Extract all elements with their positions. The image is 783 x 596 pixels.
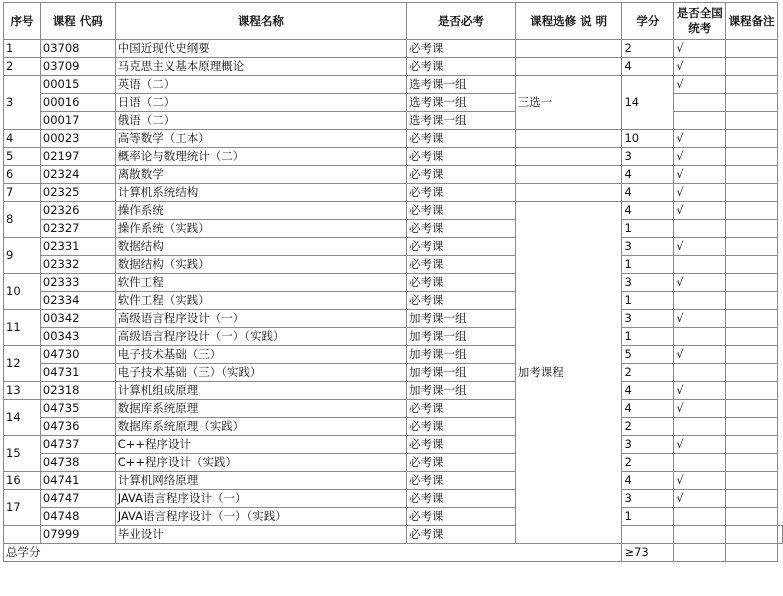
cell-name: 软件工程（实践）: [115, 292, 406, 310]
header-name: 课程名称: [115, 3, 406, 40]
cell-no: 7: [4, 184, 41, 202]
cell-code: 04741: [40, 472, 115, 490]
cell-national: [674, 364, 726, 382]
cell-credit: 4: [622, 472, 674, 490]
cell-code: 00015: [40, 76, 115, 94]
cell-code: 07999: [40, 526, 115, 544]
cell-credit: 2: [622, 454, 674, 472]
cell-remark: [726, 256, 778, 274]
cell-required: 必考课: [407, 40, 516, 58]
table-row: [4, 292, 783, 310]
cell-required: 必考课: [407, 238, 516, 256]
table-row: [4, 454, 783, 472]
cell-remark: [726, 310, 778, 328]
cell-no: 2: [4, 58, 41, 76]
cell-credit: 4: [622, 166, 674, 184]
cell-required: 必考课: [407, 256, 516, 274]
cell-no: 11: [4, 310, 41, 346]
cell-no: 1: [4, 40, 41, 58]
cell-code: 00017: [40, 112, 115, 130]
cell-code: 04731: [40, 364, 115, 382]
cell-note: [622, 526, 674, 544]
total-credit: ≥73: [622, 544, 674, 562]
cell-national: [674, 220, 726, 238]
cell-no: 5: [4, 148, 41, 166]
table-row: [4, 526, 783, 544]
cell-name: 高等数学（工本）: [115, 130, 406, 148]
table-row: [4, 472, 783, 490]
table-row: [4, 166, 783, 184]
cell-remark: [726, 130, 778, 148]
cell-national: [674, 292, 726, 310]
cell-credit: 3: [622, 238, 674, 256]
cell-no: 4: [4, 130, 41, 148]
table-row: [4, 400, 783, 418]
table-row: [4, 364, 783, 382]
cell-note: [515, 58, 622, 76]
cell-no: 12: [4, 346, 41, 382]
cell-code: 02331: [40, 238, 115, 256]
cell-note-additional-courses: 加考课程: [515, 202, 622, 544]
cell-no: 13: [4, 382, 41, 400]
cell-remark: [726, 454, 778, 472]
cell-note: [515, 166, 622, 184]
cell-name: 数据结构: [115, 238, 406, 256]
cell-national: [674, 256, 726, 274]
cell-name: 概率论与数理统计（二）: [115, 148, 406, 166]
cell-remark: [726, 112, 778, 130]
cell-required: 必考课: [407, 418, 516, 436]
cell-credit: 3: [622, 148, 674, 166]
cell-credit: 3: [622, 310, 674, 328]
header-code: 课程 代码: [40, 3, 115, 40]
cell-required: 必考课: [407, 202, 516, 220]
table-row: [4, 418, 783, 436]
cell-name: 马克思主义基本原理概论: [115, 58, 406, 76]
cell-code: 03709: [40, 58, 115, 76]
table-row: [4, 148, 783, 166]
cell-code: 00016: [40, 94, 115, 112]
cell-name: 电子技术基础（三）（实践）: [115, 364, 406, 382]
cell-remark: [726, 508, 778, 526]
cell-national: √: [674, 382, 726, 400]
cell-credit: 3: [622, 490, 674, 508]
cell-no: 15: [4, 436, 41, 472]
cell-national: √: [674, 148, 726, 166]
cell-national: √: [674, 400, 726, 418]
cell-required: 必考课: [407, 454, 516, 472]
cell-required: 必考课: [407, 508, 516, 526]
cell-remark: [726, 328, 778, 346]
cell-credit: 1: [622, 328, 674, 346]
cell-code: 00023: [40, 130, 115, 148]
cell-national: [674, 544, 726, 562]
table-row: [4, 130, 783, 148]
cell-national: [726, 526, 778, 544]
cell-national: √: [674, 346, 726, 364]
header-remark: 课程备注: [726, 3, 778, 40]
table-row: [4, 310, 783, 328]
cell-credit: [674, 526, 726, 544]
cell-code: 02332: [40, 256, 115, 274]
cell-remark: [726, 202, 778, 220]
cell-no: 9: [4, 238, 41, 274]
cell-remark: [726, 436, 778, 454]
cell-required: 加考课一组: [407, 346, 516, 364]
table-row: [4, 220, 783, 238]
cell-required: 必考课: [407, 490, 516, 508]
cell-name: 离散数学: [115, 166, 406, 184]
cell-national: [674, 328, 726, 346]
cell-remark: [726, 184, 778, 202]
total-label: 总学分: [4, 544, 622, 562]
cell-required: 必考课: [407, 148, 516, 166]
cell-name: 数据结构（实践）: [115, 256, 406, 274]
cell-code: 03708: [40, 40, 115, 58]
cell-name: 数据库系统原理: [115, 400, 406, 418]
table-row: [4, 346, 783, 364]
cell-national: √: [674, 166, 726, 184]
cell-national: [674, 112, 726, 130]
cell-name: C++程序设计: [115, 436, 406, 454]
table-row: [4, 58, 783, 76]
cell-credit: 4: [622, 58, 674, 76]
header-elective-note: 课程选修 说 明: [515, 3, 622, 40]
cell-remark: [726, 400, 778, 418]
table-row: [4, 382, 783, 400]
cell-remark: [726, 166, 778, 184]
cell-credit: 2: [622, 40, 674, 58]
cell-code: 02318: [40, 382, 115, 400]
cell-national: [674, 94, 726, 112]
cell-credit: 4: [622, 400, 674, 418]
header-credit: 学分: [622, 3, 674, 40]
cell-credit: 1: [622, 256, 674, 274]
cell-credit: 4: [622, 202, 674, 220]
cell-credit: 4: [622, 184, 674, 202]
cell-required: 选考课一组: [407, 76, 516, 94]
cell-credit: 4: [622, 382, 674, 400]
cell-name: 俄语（二）: [115, 112, 406, 130]
cell-no: 3: [4, 76, 41, 130]
cell-national: √: [674, 310, 726, 328]
cell-credit: 2: [622, 418, 674, 436]
cell-national: √: [674, 184, 726, 202]
cell-remark: [726, 238, 778, 256]
cell-national: √: [674, 436, 726, 454]
table-row: [4, 328, 783, 346]
cell-remark: [726, 418, 778, 436]
table-row: [4, 436, 783, 454]
cell-code: 02325: [40, 184, 115, 202]
course-table-container: [3, 2, 783, 562]
cell-name: 高级语言程序设计（一）（实践）: [115, 328, 406, 346]
cell-code: 02324: [40, 166, 115, 184]
cell-required: 选考课一组: [407, 112, 516, 130]
cell-required: 加考课一组: [407, 328, 516, 346]
cell-national: √: [674, 490, 726, 508]
cell-name: 操作系统（实践）: [115, 220, 406, 238]
cell-code: 04735: [40, 400, 115, 418]
cell-national: √: [674, 40, 726, 58]
cell-remark: [726, 490, 778, 508]
cell-code: 02326: [40, 202, 115, 220]
cell-national: √: [674, 76, 726, 94]
cell-code: 04730: [40, 346, 115, 364]
table-row: [4, 238, 783, 256]
cell-remark: [726, 76, 778, 94]
cell-credit: 1: [622, 292, 674, 310]
cell-name: 计算机网络原理: [115, 472, 406, 490]
cell-code: 02327: [40, 220, 115, 238]
cell-name: 日语（二）: [115, 94, 406, 112]
cell-credit: 3: [622, 436, 674, 454]
course-plan-table: [3, 2, 783, 562]
cell-required: 必考课: [407, 274, 516, 292]
cell-remark: [726, 274, 778, 292]
cell-no: 10: [4, 274, 41, 310]
cell-no: [4, 526, 41, 544]
cell-no: 6: [4, 166, 41, 184]
header-no: 序号: [4, 3, 41, 40]
cell-no: 17: [4, 490, 41, 526]
cell-remark: [726, 220, 778, 238]
cell-note: [515, 148, 622, 166]
cell-required: 必考课: [407, 58, 516, 76]
cell-name: 操作系统: [115, 202, 406, 220]
cell-credit: 3: [622, 274, 674, 292]
cell-remark: [726, 94, 778, 112]
cell-note: [515, 130, 622, 148]
cell-name: 数据库系统原理（实践）: [115, 418, 406, 436]
total-row: [4, 544, 783, 562]
cell-name: 高级语言程序设计（一）: [115, 310, 406, 328]
table-row: [4, 40, 783, 58]
table-row: [4, 490, 783, 508]
cell-name: C++程序设计（实践）: [115, 454, 406, 472]
cell-code: 02197: [40, 148, 115, 166]
cell-remark: [726, 472, 778, 490]
cell-credit: 10: [622, 130, 674, 148]
cell-national: √: [674, 238, 726, 256]
header-row: [4, 3, 783, 40]
table-row: [4, 184, 783, 202]
cell-national: [674, 508, 726, 526]
cell-code: 00343: [40, 328, 115, 346]
cell-code: 02334: [40, 292, 115, 310]
cell-credit: 1: [622, 508, 674, 526]
table-row: [4, 274, 783, 292]
cell-required: 必考课: [407, 220, 516, 238]
table-row: [4, 508, 783, 526]
cell-name: 毕业设计: [115, 526, 406, 544]
cell-remark: [726, 364, 778, 382]
cell-code: 04747: [40, 490, 115, 508]
cell-remark: [726, 58, 778, 76]
cell-national: √: [674, 202, 726, 220]
table-row: [4, 76, 783, 94]
cell-name: JAVA语言程序设计（一）（实践）: [115, 508, 406, 526]
cell-required: 选考课一组: [407, 94, 516, 112]
cell-remark: [726, 40, 778, 58]
cell-required: 加考课一组: [407, 382, 516, 400]
cell-remark: [778, 526, 783, 544]
cell-credit: 1: [622, 220, 674, 238]
cell-national: √: [674, 472, 726, 490]
cell-remark: [726, 544, 778, 562]
cell-note: [515, 40, 622, 58]
cell-code: 00342: [40, 310, 115, 328]
cell-national: [674, 454, 726, 472]
cell-required: 必考课: [407, 472, 516, 490]
table-row: [4, 202, 783, 220]
cell-national: √: [674, 130, 726, 148]
cell-code: 04738: [40, 454, 115, 472]
cell-remark: [726, 346, 778, 364]
cell-required: 必考课: [407, 166, 516, 184]
cell-name: JAVA语言程序设计（一）: [115, 490, 406, 508]
cell-code: 04737: [40, 436, 115, 454]
cell-code: 04748: [40, 508, 115, 526]
cell-note: [515, 184, 622, 202]
cell-no: 14: [4, 400, 41, 436]
cell-required: 必考课: [407, 184, 516, 202]
cell-credit: 14: [622, 76, 674, 130]
cell-required: 必考课: [407, 436, 516, 454]
cell-code: 04736: [40, 418, 115, 436]
cell-no: 16: [4, 472, 41, 490]
cell-national: [674, 418, 726, 436]
cell-national: √: [674, 274, 726, 292]
cell-name: 英语（二）: [115, 76, 406, 94]
cell-remark: [726, 292, 778, 310]
cell-credit: 2: [622, 364, 674, 382]
header-required: 是否必考: [407, 3, 516, 40]
cell-credit: 5: [622, 346, 674, 364]
cell-note-choose-one: 三选一: [515, 76, 622, 130]
cell-no: 8: [4, 202, 41, 238]
cell-code: 02333: [40, 274, 115, 292]
cell-required: 必考课: [407, 400, 516, 418]
header-national-exam: 是否全国统考: [674, 3, 726, 40]
cell-name: 计算机组成原理: [115, 382, 406, 400]
cell-name: 中国近现代史纲要: [115, 40, 406, 58]
cell-required: 必考课: [407, 526, 516, 544]
cell-remark: [726, 148, 778, 166]
cell-required: 加考课一组: [407, 310, 516, 328]
cell-required: 必考课: [407, 130, 516, 148]
cell-required: 加考课一组: [407, 364, 516, 382]
cell-name: 软件工程: [115, 274, 406, 292]
cell-name: 电子技术基础（三）: [115, 346, 406, 364]
cell-remark: [726, 382, 778, 400]
cell-required: 必考课: [407, 292, 516, 310]
table-row: [4, 256, 783, 274]
cell-name: 计算机系统结构: [115, 184, 406, 202]
cell-national: √: [674, 58, 726, 76]
